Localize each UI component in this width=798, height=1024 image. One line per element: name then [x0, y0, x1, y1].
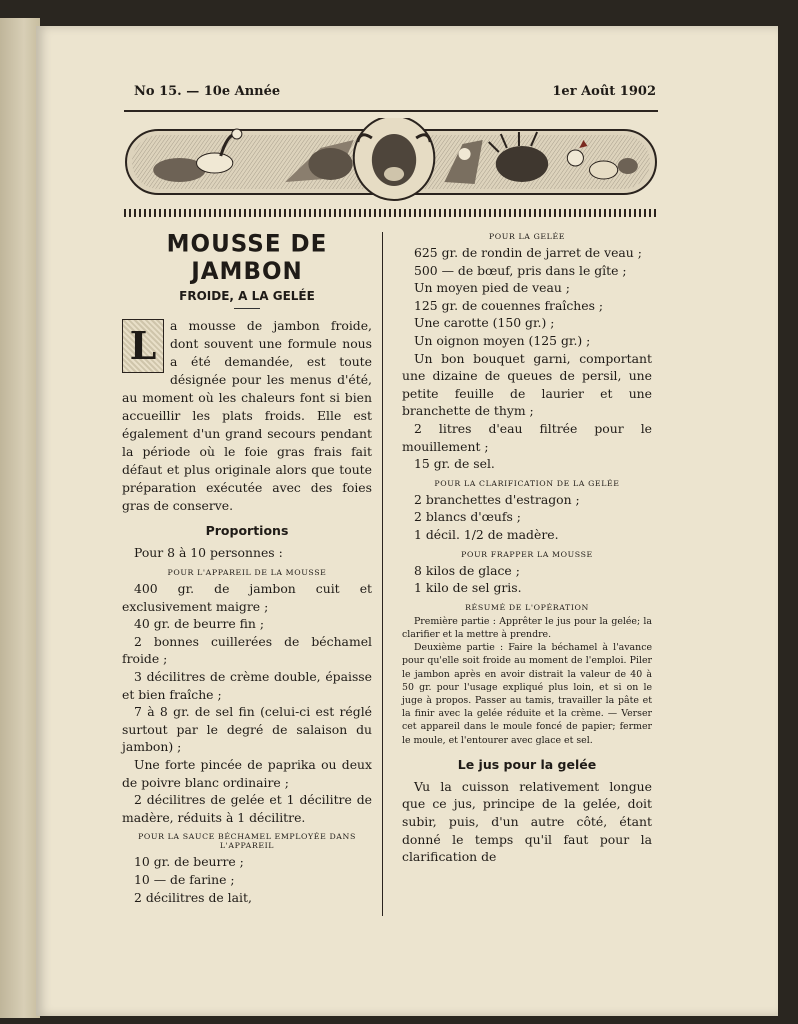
- title-rule: [234, 308, 260, 309]
- issue-date: 1er Août 1902: [552, 84, 656, 99]
- list-item: 7 à 8 gr. de sel fin (celui-ci est réglé surtout par le degré de salaison du jambon) ;: [122, 704, 372, 755]
- page-header: [134, 84, 656, 99]
- farm-animals-banner: [124, 118, 658, 208]
- gelee-heading: POUR LA GELÉE: [488, 232, 566, 241]
- list-item: 400 gr. de jambon cuit et exclusivement maigre ;: [122, 581, 372, 614]
- drop-cap: L: [122, 319, 164, 373]
- jus-heading: Le jus pour la gelée: [457, 756, 597, 772]
- bechamel-heading: POUR LA SAUCE BÉCHAMEL EMPLOYÉE DANS L'APPAREIL: [138, 832, 356, 851]
- intro-text: a mousse de jambon froide, dont souvent une formule nous a été demandée, est toute désignée pour les menus d'été, au moment où les chaleurs font si bien accueillir les plats froids. Elle est également d'un grand secours pendant la période où le foie gras frais fait défaut et plus originale alors que toute préparation exécutée avec des foies gras de conserve.: [122, 318, 372, 513]
- list-item: 2 bonnes cuillerées de béchamel froide ;: [122, 633, 372, 667]
- list-item: 10 gr. de beurre ;: [134, 854, 244, 870]
- article-title: MOUSSE DE JAMBON: [166, 230, 328, 286]
- list-item: 2 blancs d'œufs ;: [414, 509, 521, 525]
- list-item: Un oignon moyen (125 gr.) ;: [414, 332, 591, 348]
- list-item: Une carotte (150 gr.) ;: [414, 315, 555, 331]
- list-item: 8 kilos de glace ;: [414, 562, 520, 578]
- left-page-edge: [0, 18, 40, 1018]
- resume-part-2: Deuxième partie : Faire la béchamel à l'avance pour qu'elle soit froide au moment de l'emploi. Piler le jambon après en avoir distrait la valeur de 40 à 50 gr. pour l'usage expliqué plus loin, et si on le juge à propos. Passer au tamis, travailler la pâte et la finir avec la gelée réduite et la crème. — Verser cet appareil dans le moule foncé de papier; fermer le moule, et l'entourer avec glace et sel.: [402, 642, 652, 746]
- gelee-list: [402, 244, 652, 473]
- frapper-heading: POUR FRAPPER LA MOUSSE: [461, 549, 593, 559]
- list-item: 625 gr. de rondin de jarret de veau ;: [414, 245, 642, 260]
- clarification-list: [402, 491, 652, 544]
- jus-paragraph: Vu la cuisson relativement longue que ce jus, principe de la gelée, doit subir, puis, d'un autre côté, étant donné le temps qu'il faut pour la clarification de: [402, 778, 652, 865]
- list-item: Un bon bouquet garni, comportant une dizaine de queues de persil, une petite feuille de laurier et une branchette de thym ;: [402, 350, 652, 419]
- appareil-list: [122, 580, 372, 826]
- resume-heading: RÉSUMÉ DE L'OPÉRATION: [465, 602, 589, 612]
- banner-dotted-rule: [124, 209, 658, 217]
- magazine-page: [36, 26, 778, 1016]
- left-column: [122, 232, 372, 906]
- list-item: 2 branchettes d'estragon ;: [414, 491, 580, 507]
- list-item: 2 décilitres de lait,: [134, 889, 252, 905]
- clarification-heading: POUR LA CLARIFICATION DE LA GELÉE: [434, 478, 620, 488]
- list-item: 40 gr. de beurre fin ;: [134, 616, 264, 632]
- article-subtitle: FROIDE, A LA GELÉE: [179, 289, 315, 303]
- appareil-heading: POUR L'APPAREIL DE LA MOUSSE: [167, 568, 327, 577]
- list-item: 1 décil. 1/2 de madère.: [414, 526, 559, 542]
- banner-illustration-icon: [124, 118, 658, 208]
- bechamel-list: [122, 853, 372, 906]
- persons-line: Pour 8 à 10 personnes :: [134, 545, 283, 560]
- header-rule: [124, 110, 658, 112]
- list-item: 125 gr. de couennes fraîches ;: [414, 297, 604, 313]
- column-divider: [382, 232, 383, 916]
- list-item: Un moyen pied de veau ;: [414, 280, 570, 296]
- issue-number: No 15. — 10e Année: [134, 84, 281, 99]
- intro-paragraph: [122, 317, 372, 515]
- list-item: 500 — de bœuf, pris dans le gîte ;: [414, 262, 627, 278]
- list-item: 1 kilo de sel gris.: [414, 580, 522, 596]
- list-item: Une forte pincée de paprika ou deux de poivre blanc ordinaire ;: [122, 756, 372, 790]
- right-column: [402, 232, 652, 866]
- resume-part-1: Première partie : Apprêter le jus pour la gelée; la clarifier et la mettre à prendre.: [402, 615, 652, 640]
- list-item: 2 décilitres de gelée et 1 décilitre de madère, réduits à 1 décilitre.: [122, 792, 372, 825]
- list-item: 15 gr. de sel.: [414, 456, 495, 472]
- proportions-heading: Proportions: [205, 523, 289, 538]
- frapper-list: [402, 562, 652, 597]
- list-item: 10 — de farine ;: [134, 871, 235, 887]
- list-item: 3 décilitres de crème double, épaisse et bien fraîche ;: [122, 668, 372, 702]
- list-item: 2 litres d'eau filtrée pour le mouillement ;: [402, 420, 652, 454]
